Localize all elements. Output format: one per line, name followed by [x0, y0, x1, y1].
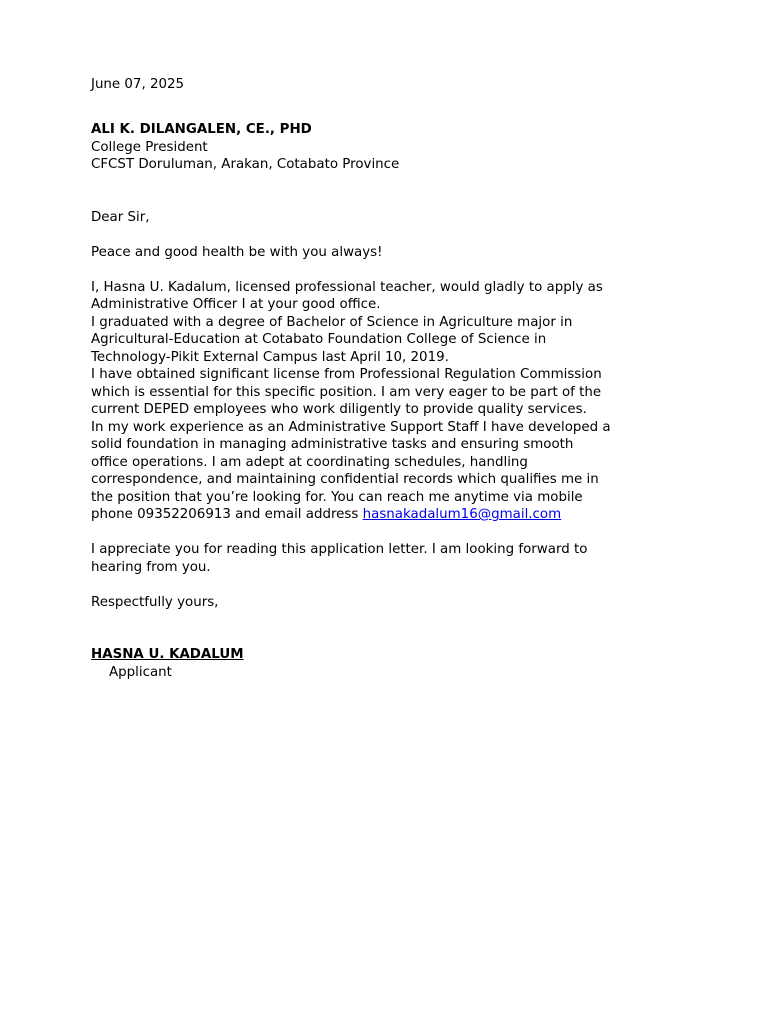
signature-role: Applicant — [109, 664, 172, 680]
body-line: current DEPED employees who work diligently to provide quality services. — [91, 402, 587, 417]
greeting: Peace and good health be with you always! — [91, 244, 383, 260]
recipient-title: College President — [91, 139, 208, 155]
body-line: correspondence, and maintaining confidential records which qualifies me in — [91, 472, 599, 487]
body-line: Administrative Officer I at your good office. — [91, 297, 381, 312]
contact-line — [91, 506, 691, 524]
closing-line: hearing from you. — [91, 559, 211, 575]
body-line: Agricultural-Education at Cotabato Foundation College of Science in — [91, 332, 547, 347]
salutation: Dear Sir, — [91, 209, 150, 225]
body-line: I, Hasna U. Kadalum, licensed professional teacher, would gladly to apply as — [91, 279, 603, 295]
body-line: I graduated with a degree of Bachelor of Science in Agriculture major in — [91, 314, 573, 330]
contact-prefix: phone 09352206913 and email address — [91, 507, 363, 522]
body-line: office operations. I am adept at coordinating schedules, handling — [91, 454, 528, 470]
letter-body — [91, 279, 691, 524]
body-line: In my work experience as an Administrative Support Staff I have developed a — [91, 419, 611, 435]
body-line: the position that you’re looking for. You can reach me anytime via mobile — [91, 489, 583, 505]
body-line: solid foundation in managing administrative tasks and ensuring smooth — [91, 437, 574, 452]
body-line: Technology-Pikit External Campus last April 10, 2019. — [91, 349, 449, 365]
letter-page — [91, 76, 691, 681]
body-line: I have obtained significant license from Professional Regulation Commission — [91, 367, 602, 382]
sign-off: Respectfully yours, — [91, 594, 219, 610]
letter-date: June 07, 2025 — [91, 77, 185, 92]
closing-line: I appreciate you for reading this application letter. I am looking forward to — [91, 542, 588, 557]
body-line: which is essential for this specific position. I am very eager to be part of the — [91, 384, 602, 400]
recipient-name: ALI K. DILANGALEN, CE., PHD — [91, 122, 312, 137]
email-link[interactable]: hasnakadalum16@gmail.com — [362, 507, 562, 522]
recipient-address: CFCST Doruluman, Arakan, Cotabato Province — [91, 157, 400, 172]
signature-name: HASNA U. KADALUM — [91, 647, 244, 662]
